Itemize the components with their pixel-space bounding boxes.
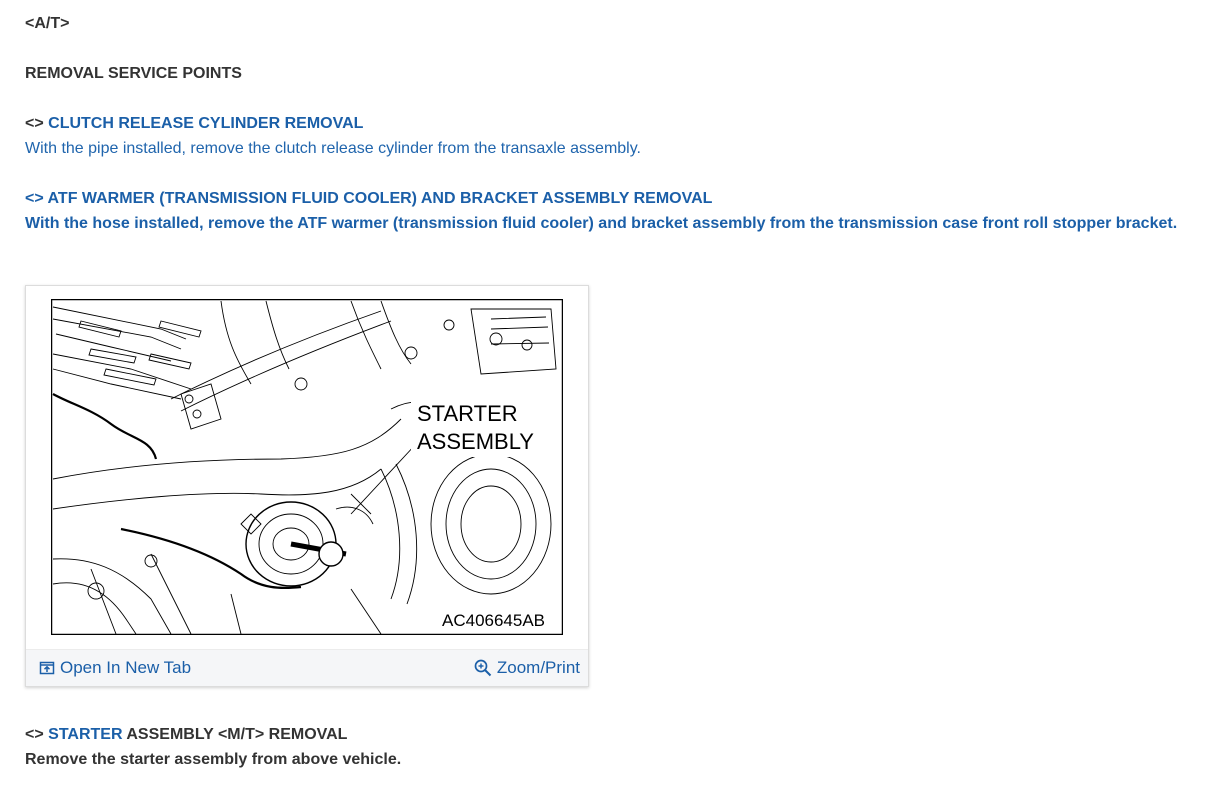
section-tag: <A/T> [25, 15, 70, 32]
atf-warmer-link[interactable]: ATF WARMER (TRANSMISSION FLUID COOLER) AND BRACKET ASSEMBLY REMOVAL [47, 190, 713, 207]
section-heading: REMOVAL SERVICE POINTS [25, 65, 242, 82]
starter-link[interactable]: STARTER [48, 726, 123, 743]
step-title-atf [25, 189, 712, 209]
figure-code: AC406645AB [442, 611, 546, 630]
zoom-print-link[interactable] [474, 658, 580, 678]
figure-starter-assembly [25, 285, 589, 687]
step-body-atf: With the hose installed, remove the ATF warmer (transmission fluid cooler) and bracket assembly from the transmission case front roll stopper bracket. [25, 215, 1178, 232]
open-in-new-tab-label: Open In New Tab [60, 658, 192, 677]
figure-label-line2: ASSEMBLY [417, 429, 534, 454]
step-title-clutch [25, 114, 363, 134]
step-body-clutch: With the pipe installed, remove the clutch release cylinder from the transaxle assembly. [25, 140, 641, 157]
zoom-print-label: Zoom/Print [496, 658, 580, 677]
step-prefix: <> [25, 726, 44, 743]
step-body-starter: Remove the starter assembly from above vehicle. [25, 751, 402, 768]
figure-footer [26, 649, 588, 686]
step-title-rest: ASSEMBLY <M/T> REMOVAL [126, 726, 348, 743]
zoom-icon [474, 659, 492, 677]
step-prefix: <> [25, 190, 44, 207]
figure-label-line1: STARTER [417, 401, 518, 426]
open-in-new-tab-link[interactable] [39, 658, 191, 678]
step-title-starter [25, 725, 347, 745]
step-prefix: <> [25, 115, 44, 132]
clutch-release-cylinder-link[interactable]: CLUTCH RELEASE CYLINDER REMOVAL [48, 115, 364, 132]
open-in-new-tab-icon [39, 660, 55, 676]
starter-assembly-illustration [51, 299, 563, 635]
